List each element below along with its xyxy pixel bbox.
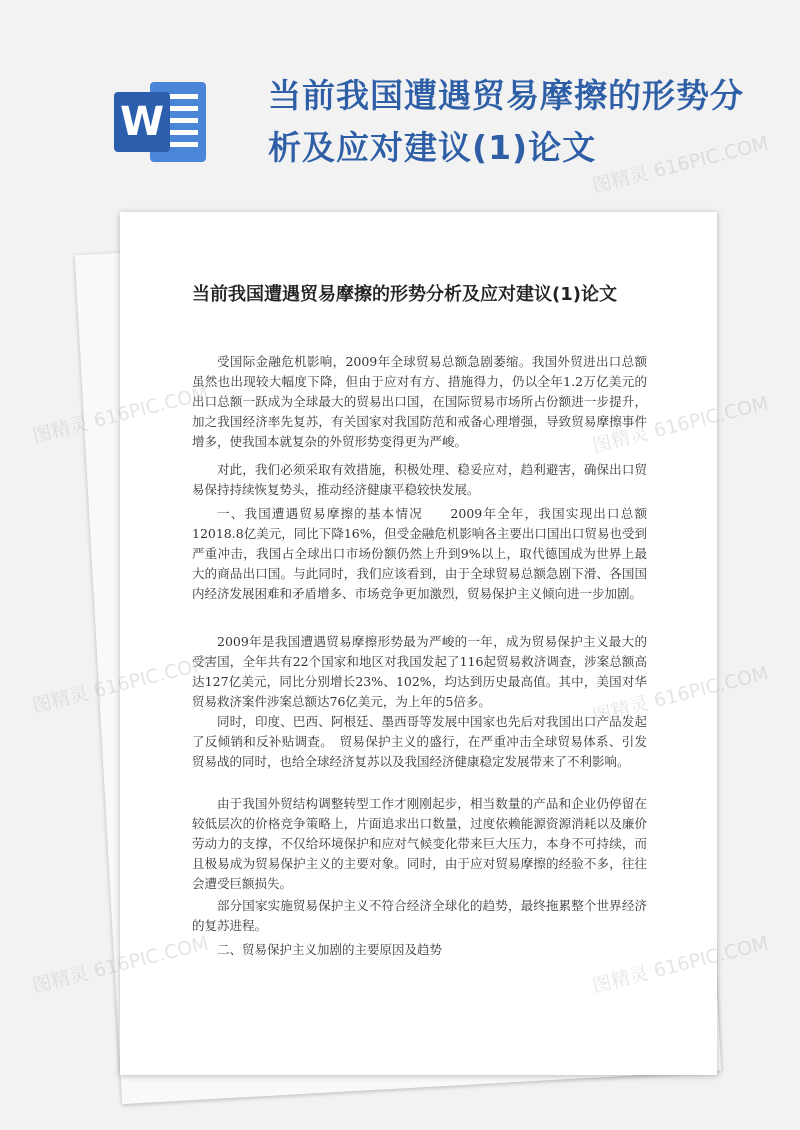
- watermark: 图精灵 616PIC.COM: [30, 652, 211, 718]
- header: [0, 0, 800, 210]
- word-document-icon: [112, 72, 212, 172]
- paragraph-7: 部分国家实施贸易保护主义不符合经济全球化的趋势，最终拖累整个世界经济的复苏进程。: [192, 898, 647, 933]
- paragraph-4: 2009年是我国遭遇贸易摩擦形势最为严峻的一年，成为贸易保护主义最大的受害国，全年共有22个国家和地区对我国发起了116起贸易救济调查，涉案总额高达127亿美元，同比分别增长23%、102%，均达到历史最高值。其中，美国对华贸易救济案件涉案总额达76亿美元，为上年的5倍多。: [192, 634, 647, 709]
- document-file-title: 当前我国遭遇贸易摩擦的形势分析及应对建议(1)论文: [268, 76, 744, 167]
- watermark: 图精灵 616PIC.COM: [590, 132, 771, 198]
- paragraph-5: 同时，印度、巴西、阿根廷、墨西哥等发展中国家也先后对我国出口产品发起了反倾销和反补贴调查。 贸易保护主义的盛行，在严重冲击全球贸易体系、引发贸易战的同时，也给全球经济复苏以及我国经济健康稳定发展带来了不利影响。: [192, 714, 647, 769]
- watermark: 图精灵 616PIC.COM: [590, 392, 771, 458]
- page-title: 当前我国遭遇贸易摩擦的形势分析及应对建议(1)论文: [192, 284, 617, 305]
- paragraph-6: 由于我国外贸结构调整转型工作才刚刚起步，相当数量的产品和企业仍停留在较低层次的价格竞争策略上，片面追求出口数量，过度依赖能源资源消耗以及廉价劳动力的支撑，不仅给环境保护和应对气候变化带来巨大压力，本身不可持续，而且极易成为贸易保护主义的主要对象。同时，由于应对贸易摩擦的经验不多，往往会遭受巨额损失。: [192, 796, 647, 891]
- paragraph-8: 二、贸易保护主义加剧的主要原因及趋势: [217, 942, 443, 957]
- watermark: 图精灵 616PIC.COM: [590, 932, 771, 998]
- watermark: 图精灵 616PIC.COM: [590, 662, 771, 728]
- paragraph-3: 一、我国遭遇贸易摩擦的基本情况 2009年全年，我国实现出口总额12018.8亿美元，同比下降16%，但受金融危机影响各主要出口国出口贸易也受到严重冲击，我国占全球出口市场份额仍然上升到9%以上，取代德国成为世界上最大的商品出口国。与此同时，我们应该看到，由于全球贸易总额急剧下滑、各国国内经济发展困难和矛盾增多、市场竞争更加激烈，贸易保护主义倾向进一步加剧。: [192, 506, 647, 601]
- paragraph-1: 受国际金融危机影响，2009年全球贸易总额急剧萎缩。我国外贸进出口总额虽然也出现较大幅度下降，但由于应对有方、措施得力，仍以全年1.2万亿美元的出口总额一跃成为全球最大的贸易出口国，在国际贸易市场所占份额进一步提升，加之我国经济率先复苏，有关国家对我国防范和戒备心理增强，导致贸易摩擦事件增多，使我国本就复杂的外贸形势变得更为严峻。: [192, 354, 647, 449]
- watermark: 图精灵 616PIC.COM: [30, 382, 211, 448]
- paragraph-2: 对此，我们必须采取有效措施，积极处理、稳妥应对，趋利避害，确保出口贸易保持持续恢复势头，推动经济健康平稳较快发展。: [192, 462, 647, 497]
- watermark: 图精灵 616PIC.COM: [30, 932, 211, 998]
- document-page: [120, 212, 717, 1075]
- word-icon-letter: W: [119, 99, 165, 145]
